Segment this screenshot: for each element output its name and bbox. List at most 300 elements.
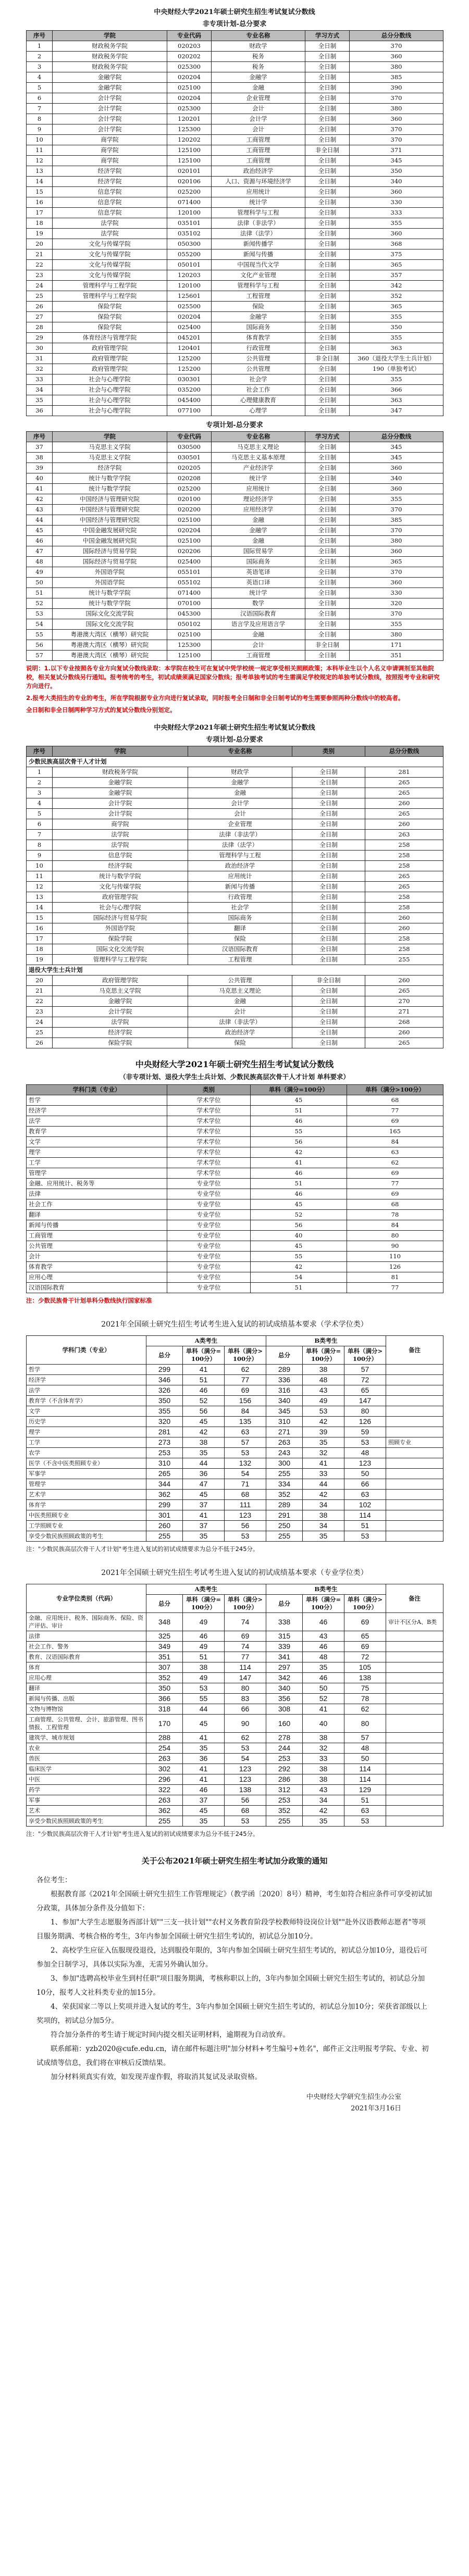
table-cell: 270	[365, 996, 443, 1007]
table-cell: 125100	[167, 651, 212, 661]
table-cell: 355	[350, 374, 443, 385]
table-cell: 全日制	[305, 72, 350, 83]
table-cell: 346	[146, 1375, 183, 1385]
table-cell: 254	[146, 1743, 183, 1754]
table-cell: 57	[225, 1437, 266, 1448]
table-cell: 38	[303, 1510, 344, 1521]
table-cell: 125300	[167, 640, 212, 651]
table-row	[27, 1469, 443, 1479]
table-cell: 265	[146, 1469, 183, 1479]
table-row	[27, 1816, 443, 1827]
table-cell: 268	[365, 1017, 443, 1028]
table-cell: 法律	[27, 1189, 167, 1199]
table-cell: 360	[350, 546, 443, 557]
column-header: 学院	[53, 31, 167, 41]
table-cell: 035101	[167, 218, 212, 229]
table-row	[27, 1662, 443, 1673]
column-header: 单科（满分=100分）	[183, 1595, 225, 1613]
table-cell: 53	[27, 609, 53, 619]
table-row	[27, 944, 443, 955]
table-cell: 297	[266, 1662, 303, 1673]
table-cell: 355	[146, 1406, 183, 1417]
section-main-scorelines	[0, 6, 469, 715]
table-cell: 会计学	[188, 798, 292, 809]
table-cell	[386, 1774, 443, 1785]
table-cell: 66	[225, 1704, 266, 1715]
table-cell: 24	[27, 1017, 53, 1028]
table-cell: 农业	[27, 1743, 146, 1754]
table-cell: 全日制	[305, 291, 350, 302]
table-cell: 56	[225, 1795, 266, 1806]
table-cell: 54	[225, 1469, 266, 1479]
table-row	[27, 1396, 443, 1406]
table-cell: 020101	[167, 166, 212, 177]
table-cell: 265	[365, 871, 443, 882]
table-cell: 财政税务学院	[53, 62, 167, 72]
table-cell: 金融学院	[53, 788, 188, 798]
table-cell: 350	[350, 166, 443, 177]
table-cell: 金融学	[188, 778, 292, 788]
table-cell: 新闻与传播	[188, 882, 292, 892]
table-cell: 外国语学院	[53, 578, 167, 588]
table-cell: 071400	[167, 588, 212, 598]
table-cell: 260	[365, 819, 443, 830]
column-header: 单科（满分>100分）	[225, 1595, 266, 1613]
table-cell: 3	[27, 62, 53, 72]
table-cell: 农学	[27, 1448, 146, 1458]
table-cell: 保险学院	[53, 312, 167, 322]
table-cell: 37	[183, 1521, 225, 1531]
table-cell: 46	[303, 1673, 344, 1683]
column-header: 单科（满分>100分）	[344, 1346, 386, 1365]
table-cell: 52	[303, 1694, 344, 1704]
table-row	[27, 322, 443, 333]
table-cell: 会计	[212, 640, 305, 651]
table-row	[27, 1385, 443, 1396]
scoreline-table-2	[26, 431, 443, 661]
column-header: 总分	[266, 1595, 303, 1613]
column-header: 单科（满分=100分）	[303, 1595, 344, 1613]
table-cell: 马克思主义理论	[212, 442, 305, 453]
table-cell: 350	[350, 322, 443, 333]
table-row	[27, 819, 443, 830]
table-cell: 102	[344, 1500, 386, 1510]
table-cell: 348	[146, 1613, 183, 1631]
table-cell: 55	[183, 1694, 225, 1704]
table-cell: 金融学院	[53, 996, 188, 1007]
table-cell: 355	[350, 494, 443, 505]
table-cell: 工商管理	[212, 135, 305, 145]
table-cell: 39	[303, 1427, 344, 1437]
table-cell: 全日制	[305, 270, 350, 281]
table-cell: 244	[266, 1743, 303, 1754]
table-cell: 340	[266, 1396, 303, 1406]
table-cell: 114	[344, 1510, 386, 1521]
table-cell: 新闻与传播	[212, 249, 305, 260]
table-cell: 统计与数学学院	[53, 484, 167, 494]
table-cell: 全日制	[305, 177, 350, 187]
table-row	[27, 1210, 443, 1220]
table-cell: 138	[225, 1785, 266, 1795]
table-cell: 286	[266, 1774, 303, 1785]
table-cell: 哲学	[27, 1365, 146, 1375]
table-cell	[386, 1715, 443, 1733]
table-cell: 78	[344, 1694, 386, 1704]
table-cell: 308	[266, 1704, 303, 1715]
section-title: 中央财经大学2021年硕士研究生招生考试复试分数线	[154, 724, 315, 732]
table-cell: 38	[27, 453, 53, 463]
table-row	[27, 1521, 443, 1531]
table-cell: 管理学	[27, 1168, 167, 1179]
table-cell: 114	[225, 1662, 266, 1673]
table-cell: 金融	[212, 83, 305, 93]
column-header: A类考生	[146, 1584, 266, 1595]
table-cell: 050300	[167, 239, 212, 249]
table-cell: 258	[365, 840, 443, 851]
table-cell: 41	[303, 1458, 344, 1469]
table-cell: 255	[365, 955, 443, 965]
table-cell: 12	[27, 156, 53, 166]
table-cell: 243	[266, 1448, 303, 1458]
table-cell: 3	[27, 788, 53, 798]
table-cell: 工商管理	[27, 1231, 167, 1241]
table-cell: 46	[251, 1189, 347, 1199]
table-cell: 170	[146, 1715, 183, 1733]
table-cell: 255	[146, 1816, 183, 1827]
table-cell: 65	[344, 1631, 386, 1642]
table-cell: 46	[183, 1785, 225, 1795]
table-cell: 38	[303, 1774, 344, 1785]
table-cell: 315	[266, 1631, 303, 1642]
notice-paragraph: 根据教育部《2021年全国硕士研究生招生工作管理规定》（教学函〔2020〕8号）精神，考生如符合相应条件可享受初试加分政策，具体加分条件及分值如下：	[36, 1890, 433, 1912]
table-cell	[386, 1479, 443, 1490]
table-cell: 126	[347, 1262, 443, 1272]
table-cell: 药学	[27, 1785, 146, 1795]
table-cell: 8	[27, 840, 53, 851]
table-cell: 320	[350, 598, 443, 609]
table-cell: 全日制	[305, 166, 350, 177]
section-title: 中央财经大学2021年硕士研究生招生考试复试分数线	[135, 1059, 334, 1069]
table-cell: 45	[183, 1417, 225, 1427]
table-cell: 43	[303, 1631, 344, 1642]
table-cell: 63	[347, 1147, 443, 1158]
table-row	[27, 996, 443, 1007]
table-cell: 45	[251, 1241, 347, 1252]
table-cell: 国际文化交流学院	[53, 944, 188, 955]
table-cell: 37	[183, 1500, 225, 1510]
table-cell: 35	[183, 1743, 225, 1754]
table-cell: 322	[146, 1785, 183, 1795]
table-cell	[386, 1694, 443, 1704]
table-cell: 123	[344, 1458, 386, 1469]
table-cell: 全日制	[292, 955, 365, 965]
column-header: B类考生	[266, 1336, 386, 1346]
table-cell: 专业学位	[167, 1220, 251, 1231]
table-cell: 38	[303, 1733, 344, 1743]
table-cell: 马克思主义学院	[53, 442, 167, 453]
table-cell: 035200	[167, 385, 212, 395]
issuer: 中央财经大学研究生招生办公室	[306, 2093, 401, 2101]
table-cell: 345	[350, 453, 443, 463]
table-cell	[386, 1816, 443, 1827]
table-cell: 025400	[167, 557, 212, 567]
table-row	[27, 1715, 443, 1733]
table-cell: 全日制	[305, 208, 350, 218]
table-cell: 025100	[167, 515, 212, 526]
table-cell: 国际文化交流学院	[53, 609, 167, 619]
table-cell: 教育、汉语国际教育	[27, 1652, 146, 1662]
table-cell: 管理科学与工程	[188, 851, 292, 861]
table-cell: 11	[27, 871, 53, 882]
table-cell: 国际贸易学	[212, 546, 305, 557]
table-cell: 53	[344, 1437, 386, 1448]
table-cell: 专业学位	[167, 1189, 251, 1199]
table-cell: 会计	[212, 124, 305, 135]
table-cell: 43	[27, 505, 53, 515]
column-header: 序号	[27, 31, 53, 41]
table-cell: 120100	[167, 208, 212, 218]
table-cell: 文化产业管理	[212, 270, 305, 281]
table-cell: 2	[27, 52, 53, 62]
table-cell: 政府管理学院	[53, 364, 167, 374]
table-cell: 345	[350, 156, 443, 166]
table-cell: 371	[350, 145, 443, 156]
table-cell: 金融学	[212, 526, 305, 536]
table-row	[27, 861, 443, 871]
table-cell: 27	[27, 312, 53, 322]
table-cell: 51	[344, 1521, 386, 1531]
table-cell: 35	[303, 1816, 344, 1827]
table-cell: 350	[146, 1683, 183, 1694]
table-cell: 69	[347, 1168, 443, 1179]
table-cell: 123	[225, 1774, 266, 1785]
table-cell: 258	[365, 944, 443, 955]
table-cell: 355	[350, 312, 443, 322]
table-cell: 045400	[167, 395, 212, 406]
table-cell: 360	[350, 229, 443, 239]
table-cell: 339	[266, 1642, 303, 1652]
table-cell	[386, 1365, 443, 1375]
table-cell: 84	[225, 1406, 266, 1417]
table-cell: 352	[146, 1673, 183, 1683]
table-cell: 68	[347, 1095, 443, 1106]
table-cell: 全日制	[305, 156, 350, 166]
table-cell: 352	[266, 1490, 303, 1500]
table-cell	[386, 1448, 443, 1458]
table-cell: 41	[183, 1510, 225, 1521]
table-cell: 学术学位	[167, 1116, 251, 1127]
table-cell: 020204	[167, 526, 212, 536]
table-cell: 全日制	[305, 322, 350, 333]
table-cell: 46	[183, 1631, 225, 1642]
table-cell: 全日制	[292, 778, 365, 788]
table-cell	[386, 1500, 443, 1510]
table-row	[27, 840, 443, 851]
table-cell: 071400	[167, 197, 212, 208]
table-cell: 365	[350, 260, 443, 270]
table-cell: 全日制	[292, 986, 365, 996]
column-header: 专业学位类别（代码）	[27, 1584, 146, 1613]
table-cell: 289	[266, 1500, 303, 1510]
table-cell: 理论经济学	[212, 494, 305, 505]
table-row	[27, 1704, 443, 1715]
table-cell: 57	[344, 1733, 386, 1743]
table-cell: 统计与数学学院	[53, 473, 167, 484]
table-row	[27, 1272, 443, 1283]
table-cell: 255	[266, 1816, 303, 1827]
table-cell	[386, 1385, 443, 1396]
table-cell: 文化与传媒学院	[53, 249, 167, 260]
table-cell: 享受少数民族照顾政策的考生	[27, 1531, 146, 1542]
table-cell: 全日制	[292, 788, 365, 798]
table-cell: 340	[350, 177, 443, 187]
table-cell: 22	[27, 996, 53, 1007]
table-cell: 1	[27, 41, 53, 52]
table-cell: 全日制	[305, 197, 350, 208]
table-cell: 管理科学与工程	[212, 208, 305, 218]
table-cell: 文化与传媒学院	[53, 270, 167, 281]
table-cell: 金融学院	[53, 83, 167, 93]
section-row	[27, 757, 443, 767]
table-cell: 社会学	[188, 903, 292, 913]
table-cell: 文学	[27, 1406, 146, 1417]
table-cell: 46	[27, 536, 53, 546]
table-cell: 金融学	[212, 72, 305, 83]
column-header: 总分	[146, 1595, 183, 1613]
table-row	[27, 923, 443, 934]
table-cell: 43	[303, 1385, 344, 1396]
table-cell: 33	[303, 1469, 344, 1479]
table-cell: 29	[27, 333, 53, 343]
table-cell: 74	[225, 1613, 266, 1631]
table-cell: 260	[146, 1521, 183, 1531]
table-row	[27, 1017, 443, 1028]
table-cell: 商学院	[53, 135, 167, 145]
table-cell: 全日制	[305, 374, 350, 385]
table-cell: 保险	[188, 934, 292, 944]
table-row	[27, 473, 443, 484]
table-row	[27, 1406, 443, 1417]
table-cell: 专业学位	[167, 1199, 251, 1210]
table-cell: 统计与数学学院	[53, 871, 188, 882]
table-row	[27, 986, 443, 996]
table-cell: 6	[27, 819, 53, 830]
table-row	[27, 903, 443, 913]
table-cell: 025400	[167, 322, 212, 333]
table-cell: 艺术	[27, 1806, 146, 1816]
table-cell: 全日制	[305, 302, 350, 312]
table-row	[27, 546, 443, 557]
table-cell: 18	[27, 218, 53, 229]
table-cell: 全日制	[292, 830, 365, 840]
table-cell: 全日制	[292, 1028, 365, 1038]
table-row	[27, 1613, 443, 1631]
table-cell: 49	[183, 1673, 225, 1683]
table-cell: 商学院	[53, 145, 167, 156]
table-cell: 316	[266, 1385, 303, 1396]
table-cell: 380	[350, 104, 443, 114]
table-cell: 37	[27, 442, 53, 453]
table-cell: 34	[27, 385, 53, 395]
table-row	[27, 651, 443, 661]
table-cell: 翻译	[27, 1210, 167, 1220]
table-cell: 应用经济学	[212, 505, 305, 515]
table-cell: 368	[350, 239, 443, 249]
table-cell: 253	[266, 1754, 303, 1764]
table-cell: 53	[225, 1743, 266, 1754]
table-cell: 310	[266, 1417, 303, 1427]
column-header: 学科门类（专业）	[27, 1336, 146, 1365]
table-cell: 025300	[167, 104, 212, 114]
table-cell: 经济学	[27, 1375, 146, 1385]
table-cell	[386, 1531, 443, 1542]
table-row	[27, 1127, 443, 1137]
table-cell: 51	[27, 588, 53, 598]
table-cell: 全日制	[305, 463, 350, 473]
table-cell: 035102	[167, 229, 212, 239]
table-cell: 63	[344, 1490, 386, 1500]
table-cell: 信息学院	[53, 208, 167, 218]
table-cell: 50	[27, 578, 53, 588]
table-cell: 362	[146, 1490, 183, 1500]
table-row	[27, 788, 443, 798]
table-row	[27, 166, 443, 177]
table-cell: 企业管理	[188, 819, 292, 830]
table-cell: 10	[27, 135, 53, 145]
table-cell: 法律（非法学）	[188, 830, 292, 840]
table-cell: 翻译	[27, 1683, 146, 1694]
table-cell: 法律（非法学）	[188, 1017, 292, 1028]
table-cell: 学术学位	[167, 1127, 251, 1137]
column-header: 序号	[27, 746, 53, 757]
table-row	[27, 557, 443, 567]
table-cell: 338	[266, 1613, 303, 1631]
table-cell: 15	[27, 913, 53, 923]
table-cell: 81	[347, 1272, 443, 1283]
table-cell: 学术学位	[167, 1147, 251, 1158]
table-cell: 351	[146, 1652, 183, 1662]
table-cell: 产业经济学	[212, 463, 305, 473]
table-cell: 55	[251, 1127, 347, 1137]
table-row	[27, 135, 443, 145]
table-cell: 行政管理	[188, 892, 292, 903]
table-row	[27, 1774, 443, 1785]
column-header: 类别	[167, 1085, 251, 1095]
table-cell: 25	[27, 1028, 53, 1038]
national-academic-table	[26, 1335, 443, 1542]
table-cell	[386, 1490, 443, 1500]
table-cell: 保险学院	[53, 302, 167, 312]
table-cell: 17	[27, 208, 53, 218]
table-row	[27, 364, 443, 374]
table-row	[27, 851, 443, 861]
table-cell: 20	[27, 239, 53, 249]
table-cell: 90	[225, 1715, 266, 1733]
table-cell: 370	[350, 41, 443, 52]
table-cell: 保险	[188, 1038, 292, 1048]
table-cell: 管理科学与工程学院	[53, 291, 167, 302]
table-cell: 105	[344, 1662, 386, 1673]
table-cell: 120401	[167, 343, 212, 354]
table-cell: 147	[344, 1396, 386, 1406]
table-cell: 工学照顾专业	[27, 1521, 146, 1531]
table-cell: 72	[344, 1375, 386, 1385]
table-cell: 社会与心理学院	[53, 903, 188, 913]
table-row	[27, 302, 443, 312]
table-cell: 342	[350, 281, 443, 291]
table-cell: 55	[251, 1252, 347, 1262]
table-cell: 数学	[212, 598, 305, 609]
